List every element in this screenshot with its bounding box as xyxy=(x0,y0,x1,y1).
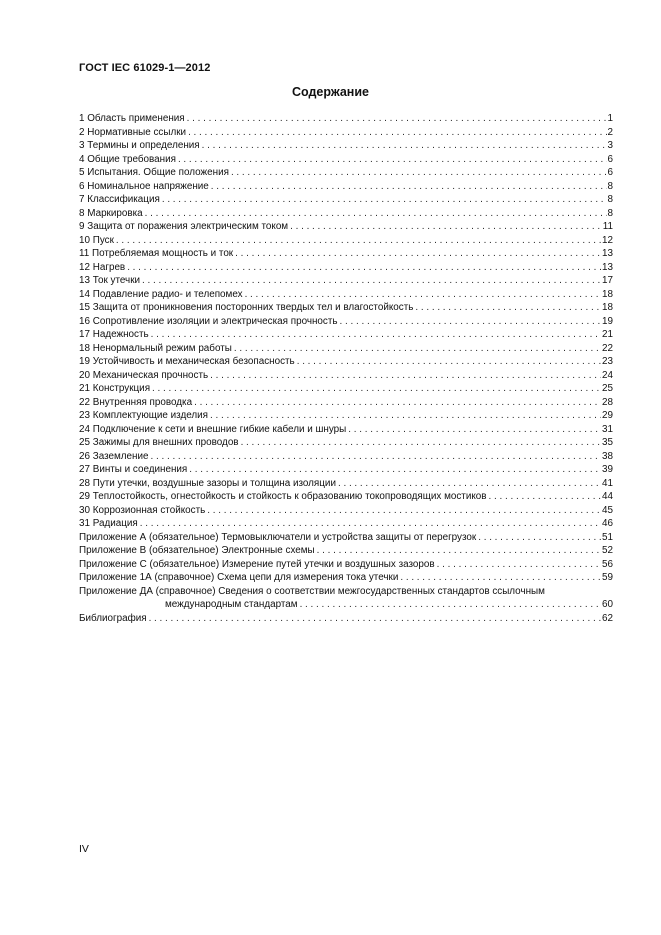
toc-dot-leader xyxy=(317,544,601,558)
toc-dot-leader xyxy=(297,355,601,369)
toc-entry-page: 51 xyxy=(602,531,613,543)
toc-entry-page: 45 xyxy=(602,504,613,516)
toc-entry-title: 26 Заземление xyxy=(79,450,149,462)
toc-dot-leader xyxy=(194,396,601,410)
toc-entry-page: 28 xyxy=(602,396,613,408)
page-title: Содержание xyxy=(291,85,369,99)
toc-dot-leader xyxy=(142,274,601,288)
toc-dot-leader xyxy=(211,180,607,194)
toc-entry-page: 19 xyxy=(602,315,613,327)
toc-entry-title: Библиография xyxy=(79,612,147,624)
toc-entry-title: 1 Область применения xyxy=(79,113,185,124)
toc-entry[interactable] xyxy=(79,112,613,126)
toc-dot-leader xyxy=(162,193,607,207)
toc-entry-title: Приложение А (обязательное) Термовыключатели и устройства защиты от перегрузок xyxy=(79,531,477,543)
toc-dot-leader xyxy=(210,409,601,423)
toc-entry-title: 27 Винты и соединения xyxy=(79,464,188,475)
toc-entry[interactable] xyxy=(79,598,613,612)
toc-entry-title: 7 Классификация xyxy=(79,194,160,205)
toc-dot-leader xyxy=(478,531,601,545)
toc-entry-page: 59 xyxy=(602,572,613,583)
toc-entry[interactable] xyxy=(79,396,613,410)
toc-dot-leader xyxy=(188,126,606,140)
toc-entry-page: 39 xyxy=(602,464,613,475)
toc-dot-leader xyxy=(145,207,607,221)
toc-entry[interactable] xyxy=(79,261,613,275)
toc-entry-title: 19 Устойчивость и механическая безопасность xyxy=(79,356,295,367)
toc-dot-leader xyxy=(231,166,607,180)
toc-entry-page: 3 xyxy=(607,140,613,151)
toc-entry-page: 12 xyxy=(602,234,613,246)
toc-entry[interactable] xyxy=(79,193,613,207)
page-number: IV xyxy=(79,843,89,855)
toc-entry-page: 25 xyxy=(602,383,613,394)
toc-dot-leader xyxy=(241,436,601,450)
toc-entry[interactable] xyxy=(79,180,613,194)
toc-entry-title: 30 Коррозионная стойкость xyxy=(79,504,206,516)
toc-dot-leader xyxy=(127,261,601,275)
toc-entry-page: 1 xyxy=(607,113,613,124)
toc-dot-leader xyxy=(152,382,601,396)
toc-entry[interactable] xyxy=(79,490,613,504)
toc-entry-page: 18 xyxy=(602,288,613,300)
toc-entry-page: 24 xyxy=(602,369,613,381)
toc-entry[interactable] xyxy=(79,166,613,180)
toc-entry[interactable] xyxy=(79,423,613,437)
toc-entry-page: 17 xyxy=(602,275,613,286)
toc-entry-title: 16 Сопротивление изоляции и электрическая прочность xyxy=(79,315,338,327)
toc-entry-title: Приложение В (обязательное) Электронные схемы xyxy=(79,545,315,556)
document-header: ГОСТ IEC 61029-1—2012 xyxy=(79,62,211,74)
toc-entry-title: 11 Потребляемая мощность и ток xyxy=(79,248,234,259)
toc-entry[interactable] xyxy=(79,153,613,167)
toc-dot-leader xyxy=(245,288,601,302)
toc-entry[interactable] xyxy=(79,328,613,342)
table-of-contents xyxy=(79,112,613,625)
toc-dot-leader xyxy=(489,490,602,504)
toc-entry[interactable] xyxy=(79,531,613,545)
toc-dot-leader xyxy=(151,328,601,342)
toc-entry-title: 22 Внутренняя проводка xyxy=(79,396,193,408)
toc-entry[interactable] xyxy=(79,612,613,626)
toc-entry[interactable] xyxy=(79,504,613,518)
toc-entry-title: 4 Общие требования xyxy=(79,153,176,165)
toc-entry-title: 9 Защита от поражения электрическим током xyxy=(79,221,289,232)
toc-entry-page: 6 xyxy=(607,153,613,165)
toc-dot-leader xyxy=(189,463,601,477)
toc-entry[interactable] xyxy=(79,477,613,491)
toc-entry-title: 12 Нагрев xyxy=(79,261,126,273)
toc-entry-page: 62 xyxy=(602,612,613,624)
toc-entry-title: 23 Комплектующие изделия xyxy=(79,410,209,421)
toc-entry-page: 35 xyxy=(602,437,613,448)
toc-entry-title: 25 Зажимы для внешних проводов xyxy=(79,437,239,448)
toc-entry[interactable] xyxy=(79,571,613,585)
toc-entry-title: 28 Пути утечки, воздушные зазоры и толщина изоляции xyxy=(79,477,336,489)
toc-dot-leader xyxy=(437,558,601,572)
toc-entry[interactable] xyxy=(79,220,613,234)
toc-entry-page: 38 xyxy=(602,450,613,462)
toc-entry-title: 13 Ток утечки xyxy=(79,275,141,286)
toc-entry[interactable] xyxy=(79,342,613,356)
toc-dot-leader xyxy=(116,234,601,248)
toc-entry-page: 2 xyxy=(607,126,613,138)
toc-dot-leader xyxy=(202,139,607,153)
toc-entry-page: 13 xyxy=(602,261,613,273)
toc-dot-leader xyxy=(234,342,601,356)
toc-entry-title: 3 Термины и определения xyxy=(79,140,200,151)
toc-dot-leader xyxy=(178,153,607,167)
toc-entry[interactable] xyxy=(79,301,613,315)
toc-entry-title: Приложение ДА (справочное) Сведения о соответствии межгосударственных стандартов ссылочным xyxy=(79,585,545,597)
toc-entry[interactable] xyxy=(79,355,613,369)
toc-entry[interactable] xyxy=(79,517,613,531)
toc-dot-leader xyxy=(207,504,601,518)
toc-entry-title: 29 Теплостойкость, огнестойкость и стойкость к образованию токопроводящих мостиков xyxy=(79,491,487,502)
toc-entry[interactable] xyxy=(79,369,613,383)
toc-entry-title: 21 Конструкция xyxy=(79,383,151,394)
toc-entry-page: 21 xyxy=(602,329,613,340)
toc-entry-title: 15 Защита от проникновения посторонних твердых тел и влагостойкость xyxy=(79,302,414,313)
toc-dot-leader xyxy=(340,315,601,329)
toc-entry[interactable] xyxy=(79,315,613,329)
toc-entry[interactable] xyxy=(79,207,613,221)
toc-entry-page: 13 xyxy=(602,248,613,259)
toc-entry-title: Приложение С (обязательное) Измерение путей утечки и воздушных зазоров xyxy=(79,558,435,570)
toc-dot-leader xyxy=(300,598,601,612)
toc-entry[interactable] xyxy=(79,585,613,599)
toc-entry-title: 6 Номинальное напряжение xyxy=(79,180,209,192)
toc-entry-page: 22 xyxy=(602,342,613,354)
toc-entry-title: Приложение 1А (справочное) Схема цепи для измерения тока утечки xyxy=(79,572,399,583)
toc-entry-page: 11 xyxy=(602,221,613,232)
toc-entry[interactable] xyxy=(79,450,613,464)
toc-entry-page: 18 xyxy=(602,302,613,313)
toc-entry-page: 8 xyxy=(607,194,613,205)
toc-entry[interactable] xyxy=(79,288,613,302)
toc-entry[interactable] xyxy=(79,544,613,558)
toc-dot-leader xyxy=(235,247,601,261)
toc-entry-title: 14 Подавление радио- и телепомех xyxy=(79,288,243,300)
toc-entry[interactable] xyxy=(79,409,613,423)
toc-entry[interactable] xyxy=(79,139,613,153)
toc-dot-leader xyxy=(415,301,601,315)
toc-entry-page: 44 xyxy=(602,491,613,502)
toc-entry-title: 20 Механическая прочность xyxy=(79,369,209,381)
toc-dot-leader xyxy=(210,369,601,383)
toc-entry-title: 18 Ненормальный режим работы xyxy=(79,342,232,354)
toc-entry-title: 8 Маркировка xyxy=(79,207,143,219)
toc-entry-page: 41 xyxy=(602,477,613,489)
toc-entry-page: 52 xyxy=(602,545,613,556)
toc-entry-page: 29 xyxy=(602,410,613,421)
toc-entry-title: 5 Испытания. Общие положения xyxy=(79,167,229,178)
toc-entry-title: 24 Подключение к сети и внешние гибкие кабели и шнуры xyxy=(79,423,347,435)
toc-entry-title: 31 Радиация xyxy=(79,518,138,529)
toc-entry[interactable] xyxy=(79,247,613,261)
toc-entry[interactable] xyxy=(79,558,613,572)
toc-dot-leader xyxy=(149,612,601,626)
toc-entry-page: 46 xyxy=(602,518,613,529)
toc-dot-leader xyxy=(151,450,602,464)
toc-entry-title: 17 Надежность xyxy=(79,329,149,340)
toc-entry[interactable] xyxy=(79,234,613,248)
toc-entry-title: международным стандартам xyxy=(165,599,298,610)
toc-entry[interactable] xyxy=(79,463,613,477)
toc-dot-leader xyxy=(140,517,601,531)
toc-entry-title: 10 Пуск xyxy=(79,234,114,246)
toc-dot-leader xyxy=(187,112,607,126)
toc-entry[interactable] xyxy=(79,274,613,288)
toc-dot-leader xyxy=(348,423,601,437)
toc-entry[interactable] xyxy=(79,436,613,450)
toc-entry-page: 23 xyxy=(602,356,613,367)
toc-entry-page: 8 xyxy=(607,180,613,192)
toc-entry[interactable] xyxy=(79,382,613,396)
toc-entry[interactable] xyxy=(79,126,613,140)
toc-entry-page: 6 xyxy=(607,167,613,178)
toc-entry-page: 8 xyxy=(607,207,613,219)
toc-entry-page: 31 xyxy=(602,423,613,435)
toc-dot-leader xyxy=(400,571,601,585)
toc-dot-leader xyxy=(290,220,602,234)
toc-dot-leader xyxy=(338,477,601,491)
toc-entry-page: 60 xyxy=(602,599,613,610)
toc-entry-title: 2 Нормативные ссылки xyxy=(79,126,187,138)
toc-entry-page: 56 xyxy=(602,558,613,570)
